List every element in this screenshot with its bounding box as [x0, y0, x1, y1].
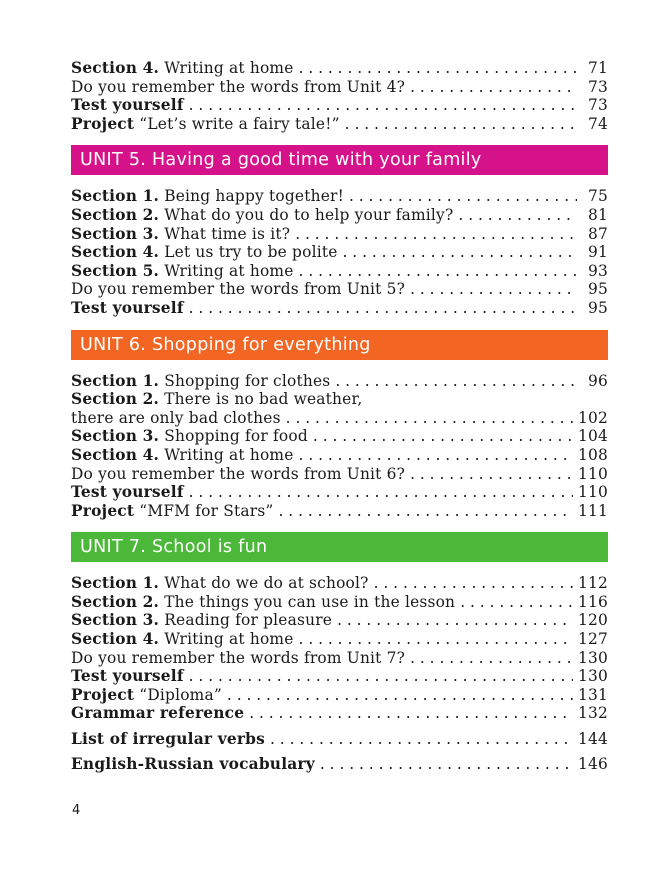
toc-entry — [71, 96, 608, 115]
dot-leader — [410, 78, 577, 97]
toc-entry-title — [71, 755, 315, 774]
toc-entry-text: “MFM for Stars” — [134, 501, 274, 520]
dot-leader — [320, 755, 573, 774]
toc-entry-label: Project — [71, 501, 135, 520]
toc-entry-label: Section 2. — [71, 390, 160, 409]
toc-entry-title — [71, 390, 608, 409]
toc-entry-text: Shopping for clothes — [159, 371, 331, 390]
toc-entry — [71, 390, 608, 409]
toc-entry-label: Section 2. — [71, 592, 160, 611]
toc-entry-text: Do you remember the words from Unit 7? — [71, 648, 406, 667]
toc-entry-title — [71, 630, 294, 649]
toc-entry — [71, 59, 608, 78]
toc-entry-label: Project — [71, 114, 135, 133]
toc-entry — [71, 243, 608, 262]
toc-entry — [71, 115, 608, 134]
toc-entry-text: Do you remember the words from Unit 4? — [71, 77, 406, 96]
toc-entry-title — [71, 704, 244, 723]
toc-entry — [71, 409, 608, 428]
dot-leader — [189, 667, 573, 686]
toc-entry-label: Section 4. — [71, 445, 160, 464]
toc-entry — [71, 206, 608, 225]
toc-group-back-matter — [71, 704, 608, 773]
toc-entry-page: 131 — [578, 685, 608, 704]
toc-entry-label: Section 1. — [71, 574, 160, 593]
toc-entry-page: 81 — [588, 205, 608, 224]
toc-entry-text: What time is it? — [159, 224, 291, 243]
toc-entry-text: Reading for pleasure — [159, 611, 333, 630]
dot-leader — [410, 465, 573, 484]
toc-entry-page: 104 — [578, 427, 608, 446]
dot-leader — [374, 574, 573, 593]
toc-entry-title — [71, 115, 340, 134]
unit-5-heading: UNIT 5. Having a good time with your family — [71, 145, 608, 175]
toc-entry-text: Writing at home — [159, 261, 294, 280]
toc-group-top — [71, 59, 608, 133]
toc-entry-text: Do you remember the words from Unit 6? — [71, 464, 406, 483]
dot-leader — [299, 446, 573, 465]
toc-entry-page: 87 — [588, 224, 608, 243]
dot-leader — [299, 262, 577, 281]
toc-entry-label: Test yourself — [71, 96, 184, 115]
toc-entry — [71, 574, 608, 593]
toc-entry — [71, 755, 608, 774]
toc-entry-page: 127 — [578, 630, 608, 649]
toc-entry — [71, 730, 608, 749]
toc-entry — [71, 78, 608, 97]
dot-leader — [458, 206, 577, 225]
dot-leader — [335, 372, 577, 391]
toc-entry-label: Section 1. — [71, 371, 160, 390]
toc-entry-text: What do we do at school? — [159, 574, 369, 593]
toc-entry — [71, 372, 608, 391]
toc-entry-title — [71, 446, 294, 465]
toc-entry-label: Section 4. — [71, 243, 160, 262]
toc-entry-label: List of irregular verbs — [71, 729, 266, 748]
dot-leader — [279, 502, 574, 521]
toc-entry — [71, 704, 608, 723]
toc-entry-page: 130 — [578, 667, 608, 686]
toc-entry-title — [71, 372, 330, 391]
toc-entry-page: 95 — [588, 298, 608, 317]
dot-leader — [349, 187, 577, 206]
toc-entry-title — [71, 299, 184, 318]
dot-leader — [189, 299, 577, 318]
toc-entry — [71, 280, 608, 299]
toc-entry — [71, 187, 608, 206]
toc-entry-title — [71, 593, 455, 612]
toc-entry — [71, 225, 608, 244]
toc-entry — [71, 483, 608, 502]
toc-entry-title — [71, 649, 405, 668]
toc-entry-page: 112 — [578, 574, 608, 593]
toc-group-unit-5 — [71, 187, 608, 317]
toc-entry-title — [71, 280, 405, 299]
toc-entry-page: 73 — [588, 96, 608, 115]
dot-leader — [227, 686, 573, 705]
toc-entry — [71, 262, 608, 281]
toc-entry-text: What do you do to help your family? — [159, 205, 454, 224]
toc-entry-title — [71, 574, 369, 593]
toc-entry-text: Being happy together! — [159, 187, 344, 206]
toc-entry-page: 110 — [578, 464, 608, 483]
unit-7-heading: UNIT 7. School is fun — [71, 532, 608, 562]
toc-entry-title — [71, 409, 281, 428]
dot-leader — [337, 611, 573, 630]
dot-leader — [460, 593, 573, 612]
toc-entry — [71, 446, 608, 465]
toc-entry-label: English-Russian vocabulary — [71, 754, 315, 773]
toc-entry-page: 108 — [578, 445, 608, 464]
unit-6-heading: UNIT 6. Shopping for everything — [71, 330, 608, 360]
toc-group-unit-6 — [71, 372, 608, 521]
dot-leader — [286, 409, 573, 428]
toc-entry-label: Test yourself — [71, 298, 184, 317]
table-of-contents — [71, 59, 608, 780]
toc-entry-title — [71, 262, 294, 281]
dot-leader — [343, 243, 577, 262]
toc-entry-text: Shopping for food — [159, 427, 308, 446]
dot-leader — [189, 483, 573, 502]
dot-leader — [345, 115, 577, 134]
dot-leader — [410, 280, 577, 299]
toc-entry-page: 111 — [578, 501, 608, 520]
toc-entry — [71, 593, 608, 612]
toc-entry-label: Section 1. — [71, 187, 160, 206]
toc-entry — [71, 649, 608, 668]
toc-entry — [71, 465, 608, 484]
toc-entry-label: Section 3. — [71, 427, 160, 446]
toc-entry-page: 96 — [588, 371, 608, 390]
toc-entry-text: The things you can use in the lesson — [159, 592, 456, 611]
toc-entry-page: 102 — [578, 408, 608, 427]
toc-entry-label: Section 4. — [71, 59, 160, 77]
toc-entry-text: Writing at home — [159, 630, 294, 649]
dot-leader — [189, 96, 577, 115]
toc-entry-label: Section 4. — [71, 630, 160, 649]
toc-entry-page: 75 — [588, 187, 608, 206]
page-number: 4 — [72, 803, 81, 818]
toc-entry-title — [71, 483, 184, 502]
toc-entry-page: 132 — [578, 704, 608, 723]
toc-entry-label: Section 2. — [71, 205, 160, 224]
toc-entry-page: 116 — [578, 592, 608, 611]
dot-leader — [299, 630, 573, 649]
toc-entry-title — [71, 187, 344, 206]
toc-entry — [71, 630, 608, 649]
toc-entry-page: 73 — [588, 77, 608, 96]
toc-entry-page: 74 — [588, 114, 608, 133]
dot-leader — [295, 225, 577, 244]
toc-entry-text: Let us try to be polite — [159, 243, 338, 262]
toc-entry-page: 93 — [588, 261, 608, 280]
dot-leader — [410, 649, 573, 668]
toc-entry-page: 71 — [588, 59, 608, 77]
toc-entry-title — [71, 465, 405, 484]
toc-entry — [71, 502, 608, 521]
toc-entry-label: Section 5. — [71, 261, 160, 280]
toc-entry-title — [71, 78, 405, 97]
toc-entry — [71, 667, 608, 686]
toc-group-unit-7 — [71, 574, 608, 704]
toc-entry-page: 95 — [588, 280, 608, 299]
toc-entry-label: Section 3. — [71, 611, 160, 630]
toc-entry-title — [71, 611, 332, 630]
toc-entry-text: “Diploma” — [134, 685, 222, 704]
dot-leader — [249, 704, 573, 723]
toc-entry-title — [71, 427, 308, 446]
toc-entry-page: 110 — [578, 483, 608, 502]
toc-entry — [71, 611, 608, 630]
toc-entry — [71, 686, 608, 705]
toc-entry-text: Writing at home — [159, 59, 294, 77]
toc-entry-title — [71, 667, 184, 686]
toc-entry-text: Writing at home — [159, 445, 294, 464]
toc-entry-text: there are only bad clothes — [71, 408, 281, 427]
toc-entry-title — [71, 243, 338, 262]
toc-entry-page: 144 — [578, 729, 608, 748]
toc-entry-label: Section 3. — [71, 224, 160, 243]
toc-entry-page: 130 — [578, 648, 608, 667]
toc-entry-label: Test yourself — [71, 667, 184, 686]
toc-entry-title — [71, 59, 294, 78]
toc-entry-label: Project — [71, 685, 135, 704]
toc-entry — [71, 299, 608, 318]
toc-entry-label: Grammar reference — [71, 704, 245, 723]
toc-entry-page: 120 — [578, 611, 608, 630]
toc-entry-page: 146 — [578, 754, 608, 773]
toc-entry-title — [71, 502, 274, 521]
toc-entry-text: “Let’s write a fairy tale!” — [134, 114, 340, 133]
toc-entry-title — [71, 96, 184, 115]
toc-entry-title — [71, 206, 453, 225]
toc-entry-title — [71, 225, 290, 244]
toc-entry-title — [71, 730, 265, 749]
toc-entry-title — [71, 686, 222, 705]
toc-entry — [71, 427, 608, 446]
toc-entry-text: There is no bad weather, — [159, 390, 363, 409]
dot-leader — [270, 730, 573, 749]
toc-entry-text: Do you remember the words from Unit 5? — [71, 280, 406, 299]
dot-leader — [299, 59, 577, 78]
dot-leader — [313, 427, 573, 446]
toc-entry-label: Test yourself — [71, 483, 184, 502]
toc-entry-page: 91 — [588, 243, 608, 262]
